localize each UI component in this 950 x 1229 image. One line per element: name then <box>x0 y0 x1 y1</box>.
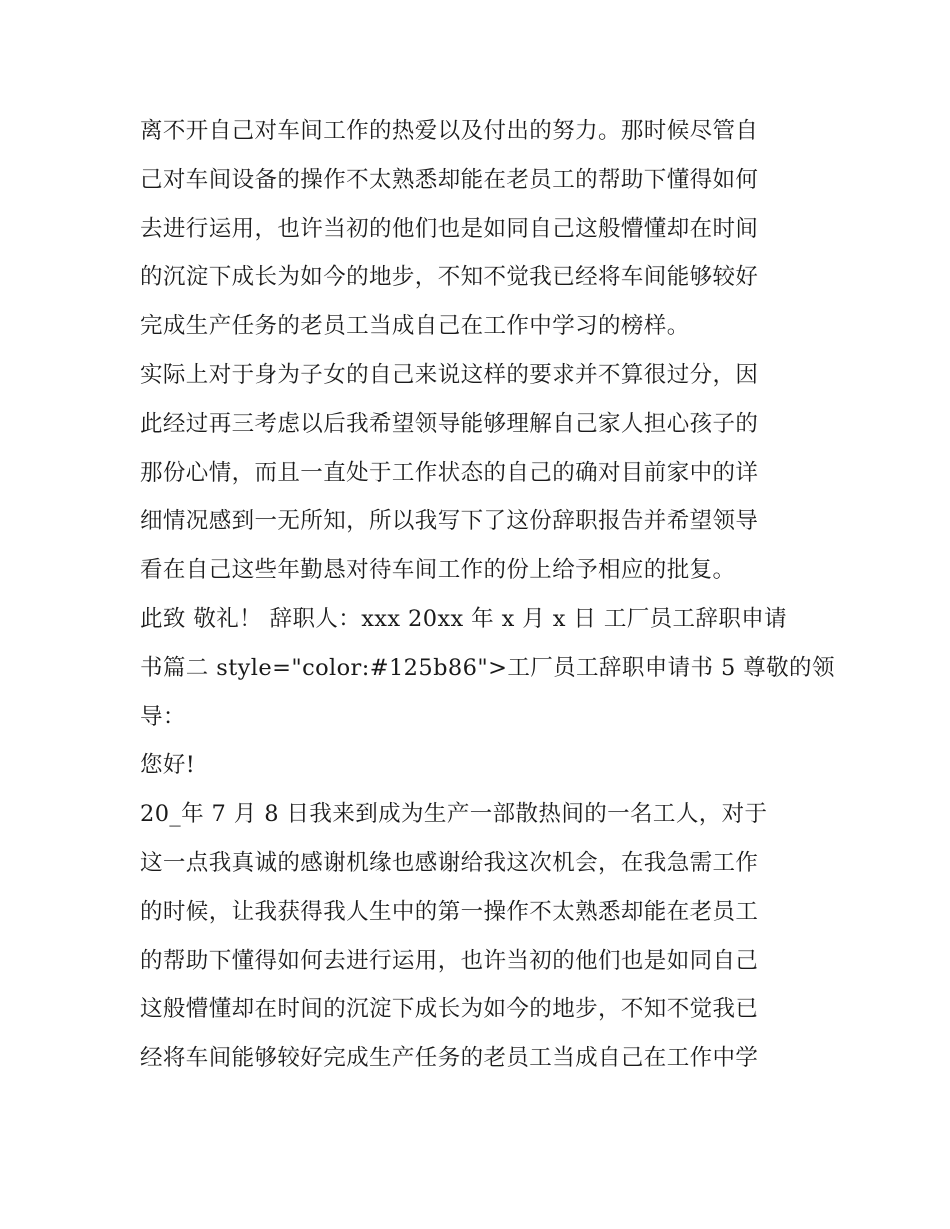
text-line: 导： <box>140 703 186 730</box>
document-body <box>140 107 835 1083</box>
text-line: 那份心情，而且一直处于工作状态的自己的确对目前家中的详 <box>140 459 759 486</box>
text-line: 去进行运用，也许当初的他们也是如同自己这般懵懂却在时间 <box>140 215 759 242</box>
text-line: 此经过再三考虑以后我希望领导能够理解自己家人担心孩子的 <box>140 410 759 437</box>
text-line: 经将车间能够较好完成生产任务的老员工当成自己在工作中学 <box>140 1045 759 1072</box>
text-line: 细情况感到一无所知，所以我写下了这份辞职报告并希望领导 <box>140 508 759 535</box>
text-line: 实际上对于身为子女的自己来说这样的要求并不算很过分，因 <box>140 361 759 388</box>
text-line: 的时候，让我获得我人生中的第一操作不太熟悉却能在老员工 <box>140 898 759 925</box>
text-line: 这般懵懂却在时间的沉淀下成长为如今的地步，不知不觉我已 <box>140 996 759 1023</box>
text-line: 书篇二 style="color:#125b86">工厂员工辞职申请书 5 尊敬的领 <box>140 654 835 681</box>
text-line: 完成生产任务的老员工当成自己在工作中学习的榜样。 <box>140 313 690 340</box>
text-line: 离不开自己对车间工作的热爱以及付出的努力。那时候尽管自 <box>140 118 759 144</box>
text-line: 的沉淀下成长为如今的地步，不知不觉我已经将车间能够较好 <box>140 264 759 291</box>
text-line: 您好! <box>140 752 196 779</box>
text-line: 的帮助下懂得如何去进行运用，也许当初的他们也是如同自己 <box>140 947 759 974</box>
text-line: 己对车间设备的操作不太熟悉却能在老员工的帮助下懂得如何 <box>140 166 759 193</box>
text-line: 此致 敬礼！ 辞职人：xxx 20xx 年 x 月 x 日 工厂员工辞职申请 <box>140 605 788 632</box>
text-line: 20_年 7 月 8 日我来到成为生产一部散热间的一名工人，对于 <box>140 801 768 828</box>
text-line: 看在自己这些年勤恳对待车间工作的份上给予相应的批复。 <box>140 557 736 584</box>
text-line: 这一点我真诚的感谢机缘也感谢给我这次机会，在我急需工作 <box>140 849 759 876</box>
